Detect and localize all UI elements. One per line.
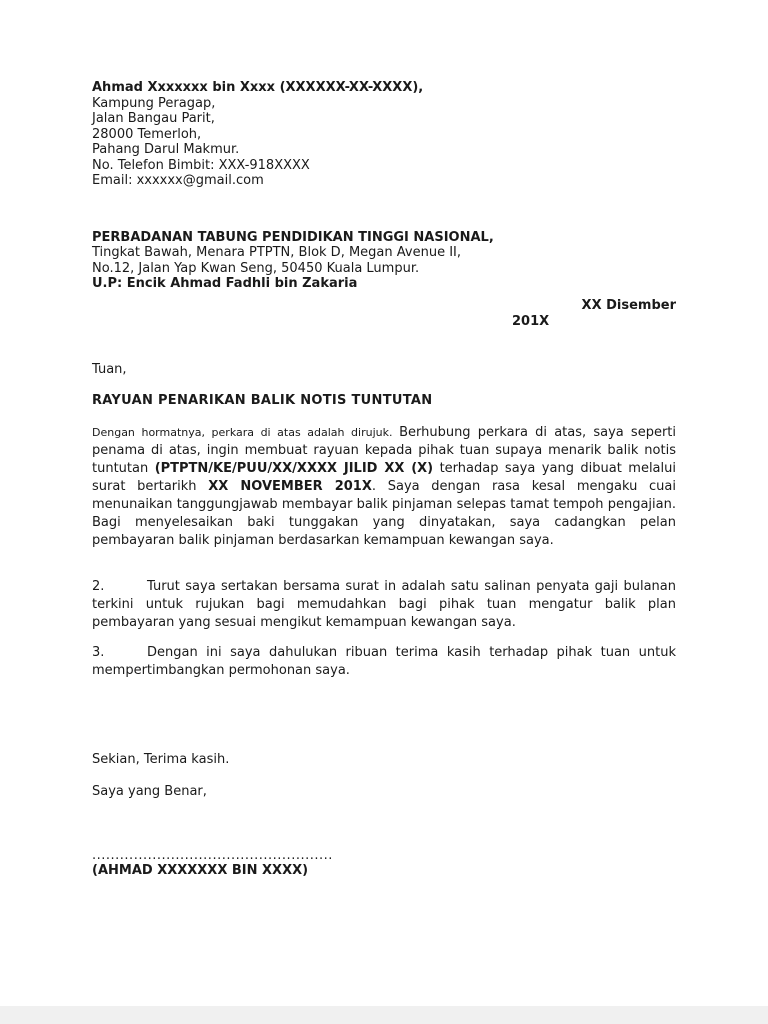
sender-address-line-4: Pahang Darul Makmur. [92, 142, 240, 157]
paragraph-1-text-b: terhadap saya yang dibuat melalui surat bertarikh [92, 460, 676, 494]
signature-line: .................................................... [92, 847, 333, 863]
paragraph-3-number: 3. [92, 644, 105, 660]
recipient-address-block [92, 230, 676, 292]
sender-address-line-1: Kampung Peragap, [92, 95, 216, 111]
sender-address-block [92, 80, 676, 189]
paragraph-2-text: Turut saya sertakan bersama surat in adalah satu salinan penyata gaji bulanan terkini untuk rujukan bagi memudahkan bagi pihak tuan mengatur balik plan pembayaran yang sesuai mengikut kemampuan kewangan saya. [92, 578, 676, 630]
date-line-1: XX Disember [581, 297, 676, 313]
recipient-address-line-1: Tingkat Bawah, Menara PTPTN, Blok D, Megan Avenue II, [92, 245, 461, 260]
paragraph-3 [92, 644, 676, 680]
paragraph-1-reference-number: (PTPTN/KE/PUU/XX/XXXX JILID XX (X) [154, 460, 434, 476]
paragraph-3-text: Dengan ini saya dahulukan ribuan terima kasih terhadap pihak tuan untuk mempertimbangkan permohonan saya. [92, 644, 676, 678]
date-line-2: 201X [512, 313, 550, 329]
sender-email: Email: xxxxxx@gmail.com [92, 173, 264, 188]
paragraph-1-letter-date: XX NOVEMBER 201X [208, 478, 372, 494]
paragraph-2 [92, 578, 676, 632]
paragraph-1-text-a: Berhubung perkara di atas, saya seperti penama di atas, ingin membuat rayuan kepada pihak tuan supaya menarik balik notis tuntutan [92, 424, 677, 476]
paragraph-1 [92, 424, 676, 550]
sender-name: Ahmad Xxxxxxx bin Xxxx (XXXXXX-XX-XXXX), [92, 80, 424, 95]
closing-sign-off: Saya yang Benar, [92, 784, 207, 799]
paragraph-2-number: 2. [92, 578, 105, 594]
paragraph-1-text-c: . Saya dengan rasa kesal mengaku cuai menunaikan tanggungjawab membayar balik pinjaman selepas tamat tempoh pengajian. Bagi menyelesaikan baki tunggakan yang dinyatakan, saya cadangkan pelan pembayaran balik pinjaman berdasarkan kemampuan kewangan saya. [92, 478, 676, 548]
sender-address-line-3: 28000 Temerloh, [92, 126, 202, 142]
date-block [92, 298, 676, 330]
recipient-name: PERBADANAN TABUNG PENDIDIKAN TINGGI NASIONAL, [92, 229, 494, 245]
paragraph-1-intro: Dengan hormatnya, perkara di atas adalah dirujuk. [92, 425, 400, 439]
salutation: Tuan, [92, 361, 127, 377]
subject-line: RAYUAN PENARIKAN BALIK NOTIS TUNTUTAN [92, 393, 433, 408]
closing-thanks: Sekian, Terima kasih. [92, 751, 230, 767]
sender-address-line-2: Jalan Bangau Parit, [92, 111, 215, 126]
page-bottom-edge [0, 1006, 768, 1024]
sender-phone: No. Telefon Bimbit: XXX-918XXXX [92, 157, 310, 173]
recipient-address-line-2: No.12, Jalan Yap Kwan Seng, 50450 Kuala Lumpur. [92, 260, 420, 276]
signature-name: (AHMAD XXXXXXX BIN XXXX) [92, 862, 309, 878]
attention-line: U.P: Encik Ahmad Fadhli bin Zakaria [92, 276, 358, 291]
